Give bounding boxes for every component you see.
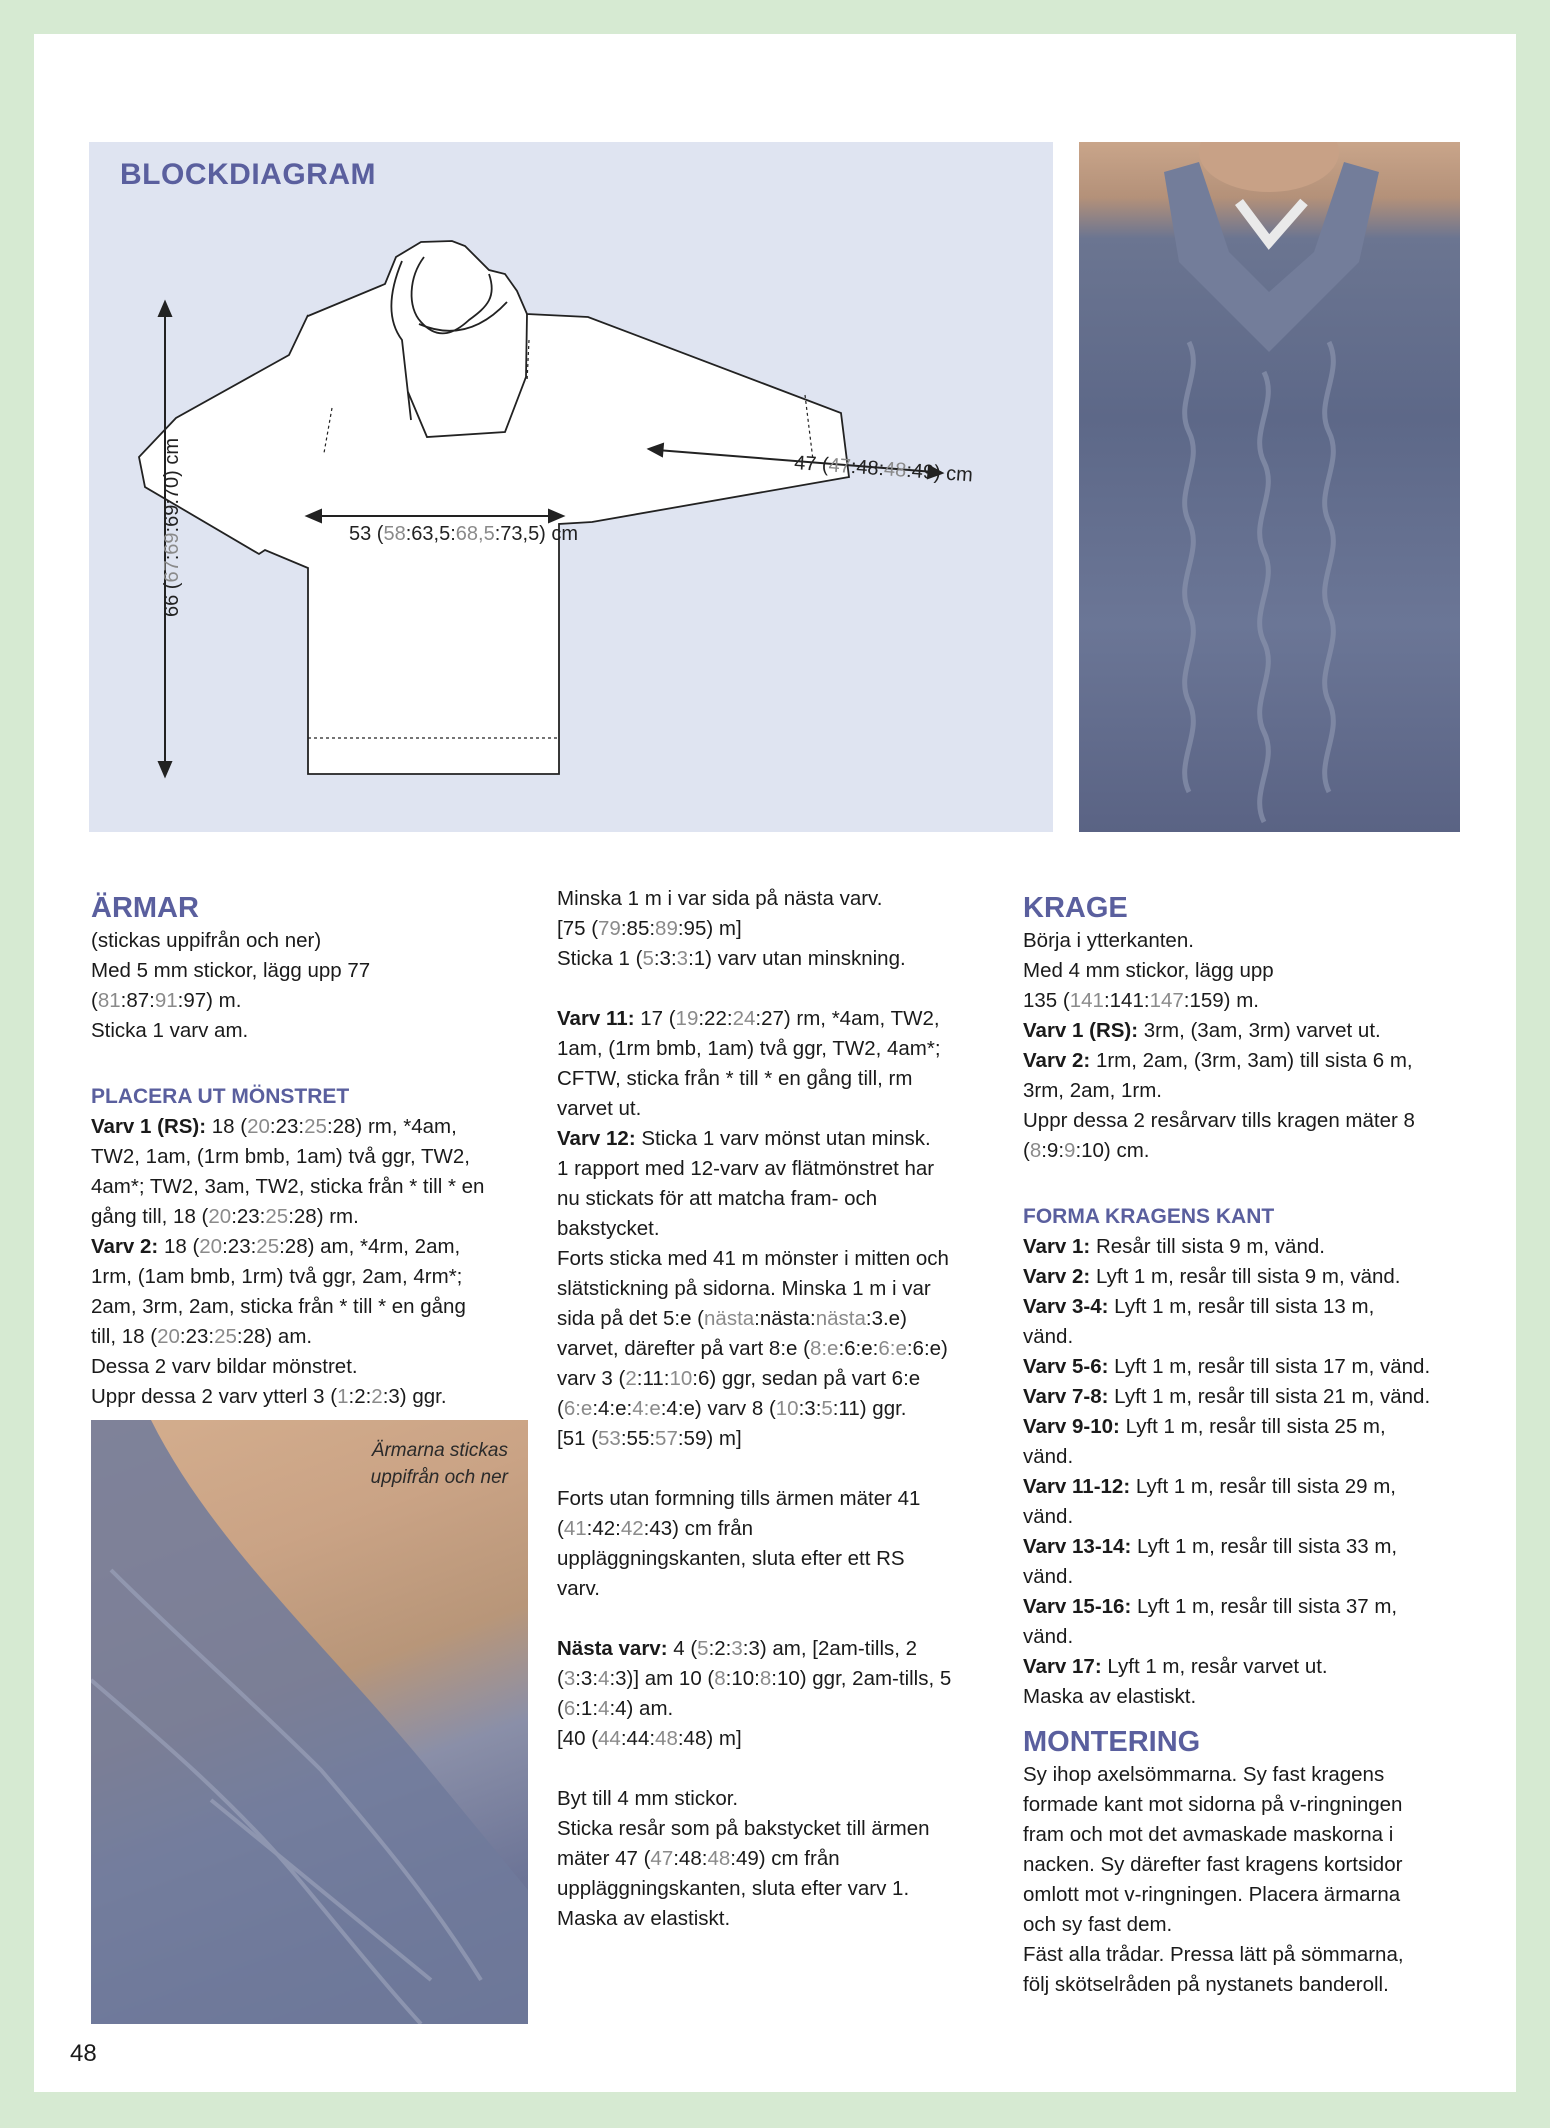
height-measurement: 66 (67:69:69:70) cm [161,437,183,617]
sleeve-photo [91,1420,528,2024]
column-sleeves-continued: Minska 1 m i var sida på nästa varv. [75 (79:85:89:95) m] Sticka 1 (5:3:3:1) varv utan minskning. Varv 11: 17 (19:22:24:27) rm, *4am, TW2, 1am, (1rm bmb, 1am) två ggr, TW2, 4am*; CFTW, sticka från * till * en gång till, rm varvet ut. Varv 12: Sticka 1 varv mönst utan minsk. 1 rapport med 12-varv av flätmönstret har nu stickats för att matcha fram- och bakstycket. Forts sticka med 41 m mönster i mitten och slätstickning på sidorna. Minska 1 m i var sida på det 5:e (nästa:nästa:nästa:3.e) varvet, därefter på vart 8:e (8:e:6:e:6:e:6:e) varv 3 (2:11:10:6) ggr, sedan på vart 6:e (6:e:4:e:4:e:4:e) varv 8 (10:3:5:11) ggr. [51 (53:55:57:59) m] Forts utan formning tills ärmen mäter 41 (41:42:42:43) cm från uppläggningskanten, sluta efter ett RS varv. Nästa varv: 4 (5:2:3:3) am, [2am-tills, 2 (3:3:4:3)] am 10 (8:10:8:10) ggr, 2am-tills, 5 (6:1:4:4) am. [40 (44:44:48:48) m] Byt till 4 mm stickor. Sticka resår som på bakstycket till ärmen mäter 47 (47:48:48:49) cm från uppläggningskanten, sluta efter varv 1. Maska av elastiskt. [557,887,952,1930]
column-sleeves: ÄRMAR (stickas uppifrån och ner) Med 5 mm stickor, lägg upp 77 (81:87:91:97) m. Sticka 1 varv am. PLACERA UT MÖNSTRET Varv 1 (RS): 18 (20:23:25:28) rm, *4am, TW2, 1am, (1rm bmb, 1am) två ggr, TW2, 4am*; TW2, 3am, TW2, sticka från * till * en gång till, 18 (20:23:25:28) rm. Varv 2: 18 (20:23:25:28) am, *4rm, 2am, 1rm, (1am bmb, 1rm) två ggr, 2am, 4rm*; 2am, 3rm, 2am, sticka från * till * en gång till, 18 (20:23:25:28) am. Dessa 2 varv bildar mönstret. Uppr dessa 2 varv ytterl 3 (1:2:2:3) ggr. [91,884,526,1412]
assembly-heading: MONTERING [1023,1726,1201,1758]
sweater-photo [1079,142,1460,832]
page [34,34,1516,2092]
page-number: 48 [70,2040,97,2067]
pattern-subheading: PLACERA UT MÖNSTRET [91,1085,350,1108]
sleeves-heading: ÄRMAR [91,892,199,924]
sweater-schematic [89,142,1053,832]
diagram-title: BLOCKDIAGRAM [120,158,376,191]
collar-edge-subheading: FORMA KRAGENS KANT [1023,1205,1275,1228]
sleeve-measurement: 47 (47:48:48:49) cm [793,452,974,487]
column-collar: KRAGE Börja i ytterkanten. Med 4 mm stickor, lägg upp 135 (141:141:147:159) m. Varv 1 (RS): 3rm, (3am, 3rm) varvet ut. Varv 2: 1rm, 2am, (3rm, 3am) till sista 6 m, 3rm, 2am, 1rm. Uppr dessa 2 resårvarv tills kragen mäter 8 (8:9:9:10) cm. FORMA KRAGENS KANT Varv 1: Resår till sista 9 m, vänd. Varv 2: Lyft 1 m, resår till sista 9 m, vänd. Varv 3-4: Lyft 1 m, resår till sista 13 m, vänd. Varv 5-6: Lyft 1 m, resår till sista 17 m, vänd. Varv 7-8: Lyft 1 m, resår till sista 21 m, vänd. Varv 9-10: Lyft 1 m, resår till sista 25 m, vänd. Varv 11-12: Lyft 1 m, resår till sista 29 m, vänd. Varv 13-14: Lyft 1 m, resår till sista 33 m, vänd. Varv 15-16: Lyft 1 m, resår till sista 37 m, vänd. Varv 17: Lyft 1 m, resår varvet ut. Maska av elastiskt. MONTERING Sy ihop axelsömmarna. Sy fast kragens formade kant mot sidorna på v-ringningen fram och mot det avmaskade maskorna i nacken. Sy därefter fast kragens kortsidor omlott mot v-ringningen. Placera ärmarna och sy fast dem. Fäst alla trådar. Pressa lätt på sömmarna, följ skötselråden på nystanets banderoll. [1023,884,1463,2000]
block-diagram [89,142,1053,832]
sweater-outline [139,241,849,774]
sleeve-photo-caption: Ärmarna stickas uppifrån och ner [370,1440,508,1488]
width-measurement: 53 (58:63,5:68,5:73,5) cm [349,523,579,545]
collar-heading: KRAGE [1023,892,1128,924]
